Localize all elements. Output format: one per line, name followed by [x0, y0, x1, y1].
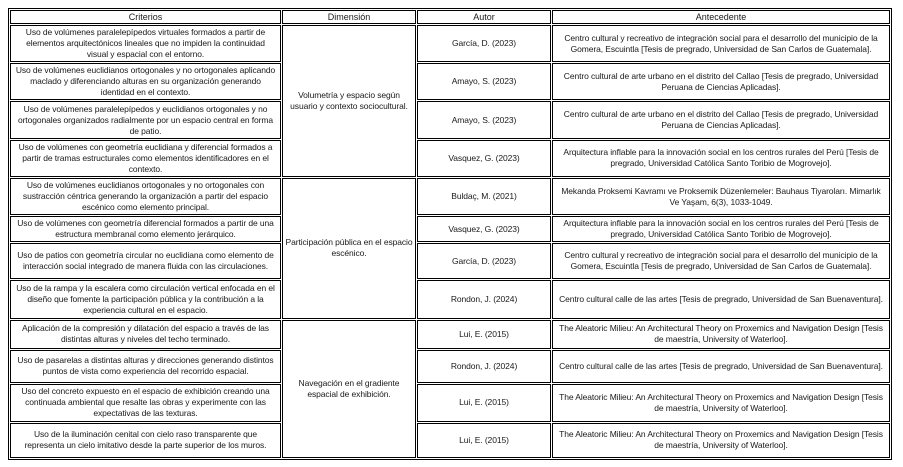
criterio-cell: Uso de patios con geometría circular no euclidiana como elemento de interacción social integrado de manera fluida con las circulaciones. — [10, 243, 281, 279]
autor-cell: Lui, E. (2015) — [417, 320, 551, 349]
header-cell-autor: Autor — [417, 10, 551, 24]
table-row — [10, 423, 890, 458]
criterio-cell: Uso de la rampa y la escalera como circulación vertical enfocada en el diseño que fomente la participación pública y la contribución a la experiencia cultural en el espacio. — [10, 280, 281, 318]
criterio-cell: Uso de volúmenes paralelepípedos y euclidianos ortogonales y no ortogonales organizados radialmente por un espacio central en forma de patio. — [10, 101, 281, 138]
antecedente-cell: Centro cultural de arte urbano en el distrito del Callao [Tesis de pregrado, Universidad Peruana de Ciencias Aplicadas]. — [552, 101, 890, 138]
header-row — [10, 10, 890, 24]
antecedente-cell: The Aleatoric Milieu: An Architectural Theory on Proxemics and Navigation Design [Tesis de maestría, University of Waterloo]. — [552, 423, 890, 458]
table-row — [10, 320, 890, 349]
table-row — [10, 350, 890, 383]
antecedente-cell: The Aleatoric Milieu: An Architectural Theory on Proxemics and Navigation Design [Tesis de maestría, University of Waterloo]. — [552, 320, 890, 349]
antecedente-cell: Centro cultural y recreativo de integración social para el desarrollo del municipio de la Gomera, Escuintla [Tesis de pregrado, Universidad de San Carlos de Guatemala]. — [552, 25, 890, 62]
table-row — [10, 243, 890, 279]
criterio-cell: Uso de volúmenes euclidianos ortogonales y no ortogonales aplicando maclado y diferenciando alturas en su organización generando identidad en el contexto. — [10, 63, 281, 100]
operationalization-table — [8, 8, 892, 460]
criterio-cell: Uso de volúmenes con geometría diferencial formados a partir de una estructura membranal como elemento jerárquico. — [10, 216, 281, 242]
table-row — [10, 216, 890, 242]
criterio-cell: Uso de volúmenes paralelepípedos virtuales formados a partir de elementos arquitectónicos lineales que no impiden la continuidad visual y espacial con el entorno. — [10, 25, 281, 62]
criterio-cell: Aplicación de la compresión y dilatación del espacio a través de las distintas alturas y niveles del techo terminado. — [10, 320, 281, 349]
antecedente-cell: Centro cultural calle de las artes [Tesis de pregrado, Universidad de San Buenaventura]. — [552, 350, 890, 383]
criterio-cell: Uso del concreto expuesto en el espacio de exhibición creando una continuada ambiental que resalte las obras y experimente con las expectativas de las texturas. — [10, 384, 281, 422]
autor-cell: Vasquez, G. (2023) — [417, 216, 551, 242]
antecedente-cell: Centro cultural y recreativo de integración social para el desarrollo del municipio de la Gomera, Escuintla [Tesis de pregrado, Universidad de San Carlos de Guatemala]. — [552, 243, 890, 279]
autor-cell: Lui, E. (2015) — [417, 384, 551, 422]
antecedente-cell: Arquitectura inflable para la innovación social en los centros rurales del Perú [Tesis de pregrado, Universidad Católica Santo Toribio de Mogrovejo]. — [552, 140, 890, 177]
antecedente-cell: Arquitectura inflable para la innovación social en los centros rurales del Perú [Tesis de pregrado, Universidad Católica Santo Toribio de Mogrovejo]. — [552, 216, 890, 242]
criterio-cell: Uso de la iluminación cenital con cielo raso transparente que representa un cielo imitativo desde la parte superior de los muros. — [10, 423, 281, 458]
autor-cell: Amayo, S. (2023) — [417, 63, 551, 100]
table-row — [10, 178, 890, 215]
criterio-cell: Uso de volúmenes con geometría euclidiana y diferencial formados a partir de tramas estructurales como elementos identificadores en el contexto. — [10, 140, 281, 177]
criterio-cell: Uso de volúmenes euclidianos ortogonales y no ortogonales con sustracción céntrica generando la organización a partir del espacio escénico como elemento principal. — [10, 178, 281, 215]
table-row — [10, 140, 890, 177]
header-cell-dimension: Dimensión — [282, 10, 416, 24]
autor-cell: García, D. (2023) — [417, 243, 551, 279]
table-row — [10, 63, 890, 100]
table-row — [10, 101, 890, 138]
header-cell-antecedente: Antecedente — [552, 10, 890, 24]
dimension-cell: Navegación en el gradiente espacial de exhibición. — [282, 320, 416, 458]
table-row — [10, 384, 890, 422]
header-cell-criterios: Criterios — [10, 10, 281, 24]
antecedente-cell: Mekanda Proksemi Kavramı ve Proksemik Düzenlemeler: Bauhaus Tiyaroları. Mimarlık Ve Yaşam, 6(3), 1033-1049. — [552, 178, 890, 215]
antecedente-cell: Centro cultural de arte urbano en el distrito del Callao [Tesis de pregrado, Universidad Peruana de Ciencias Aplicadas]. — [552, 63, 890, 100]
dimension-cell: Volumetría y espacio según usuario y contexto sociocultural. — [282, 25, 416, 177]
autor-cell: Buldaç, M. (2021) — [417, 178, 551, 215]
autor-cell: García, D. (2023) — [417, 25, 551, 62]
antecedente-cell: Centro cultural calle de las artes [Tesis de pregrado, Universidad de San Buenaventura]. — [552, 280, 890, 318]
antecedente-cell: The Aleatoric Milieu: An Architectural Theory on Proxemics and Navigation Design [Tesis de maestría, University of Waterloo]. — [552, 384, 890, 422]
autor-cell: Rondon, J. (2024) — [417, 280, 551, 318]
table-row — [10, 280, 890, 318]
criterio-cell: Uso de pasarelas a distintas alturas y direcciones generando distintos puntos de vista como experiencia del recorrido espacial. — [10, 350, 281, 383]
table-row — [10, 25, 890, 62]
autor-cell: Rondon, J. (2024) — [417, 350, 551, 383]
dimension-cell: Participación pública en el espacio escénico. — [282, 178, 416, 319]
autor-cell: Lui, E. (2015) — [417, 423, 551, 458]
autor-cell: Vasquez, G. (2023) — [417, 140, 551, 177]
autor-cell: Amayo, S. (2023) — [417, 101, 551, 138]
